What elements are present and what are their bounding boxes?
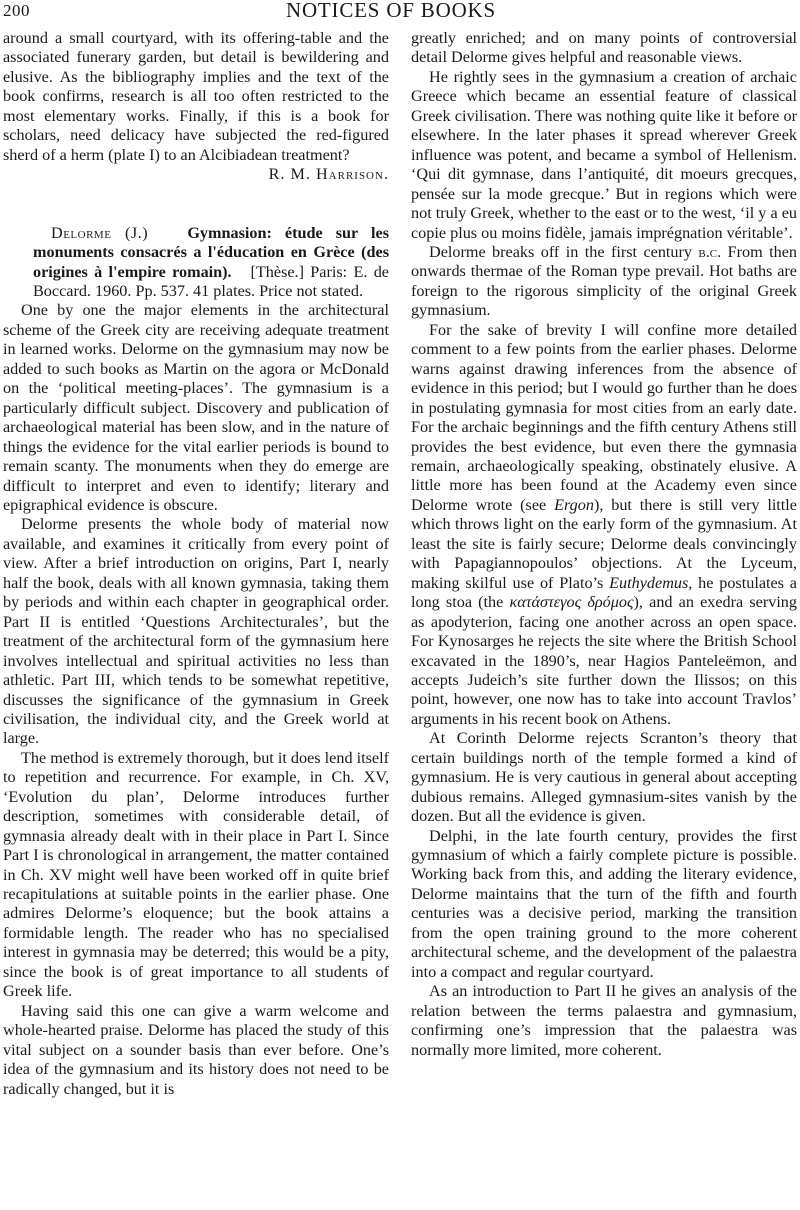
review-paragraph: [411, 321, 797, 730]
left-column: [3, 29, 389, 1099]
previous-reviewer-signature: R. M. Harrison.: [268, 165, 389, 184]
running-title: NOTICES OF BOOKS: [286, 0, 496, 22]
cited-work-euthydemus: Euthydemus: [609, 573, 689, 592]
text-run: , he postulates a long stoa (the: [411, 573, 797, 612]
era-abbreviation: b.c.: [698, 242, 722, 261]
review-paragraph: Delorme presents the whole body of material now available, and examines it critically from every point of view. After a brief introduction on origins, Part I, nearly half the book, deals with all known gymnasia, taking them by periods and within each chapter in geographical order. Part II is entitled ‘Questions Architecturales’, but the treatment of the architectural form of the gymnasium here involves intellectual and spiritual activities no less than athletic. Part III, which tends to be somewhat repetitive, discusses the significance of the gymnasium in Greek civilisation, the individual city, and the Greek world at large.: [3, 515, 389, 748]
running-head: [0, 0, 800, 22]
entry-spacer: [3, 185, 389, 224]
review-paragraph: One by one the major elements in the architectural scheme of the Greek city are receiving adequate treatment in learned works. Delorme on the gymnasium may now be added to such books as Martin on the agora or McDonald on the ‘political meeting-places’. The gymnasium is a particularly difficult subject. Discovery and publication of archaeological material has been slow, and in the nature of things the evidence for the vital earlier periods is bound to remain scanty. The monuments when they do emerge are difficult to interpret and even to identify; literary and epigraphical evidence is obscure.: [3, 301, 389, 514]
greek-phrase: κατάστεγος δρόμος: [509, 593, 634, 612]
review-paragraph: As an introduction to Part II he gives an analysis of the relation between the terms palaestra and gymnasium, confirming one’s impression that the palaestra was normally more limited, more coherent.: [411, 982, 797, 1059]
review-paragraph: Delphi, in the late fourth century, provides the first gymnasium of which a fairly complete picture is possible. Working back from this, and adding the literary evidence, Delorme maintains that the turn of the fifth and fourth centuries was a decisive period, marking the transition from the open training ground to the more coherent architectural scheme, and the development of the palaestra into a compact and regular courtyard.: [411, 826, 797, 981]
cited-work-ergon: Ergon: [554, 495, 594, 514]
review-paragraph: The method is extremely thorough, but it does lend itself to repetition and recurrence. For example, in Ch. XV, ‘Evolution du plan’, Delorme introduces further description, sometimes with considerable detail, of gymnasia already dealt with in their place in Part I. Since Part I is chronological in arrangement, the matter contained in Ch. XV might well have been worked off in quite brief recapitulations at suitable points in the earlier phase. One admires Delorme’s eloquence; but the book attains a formidable length. The reader who has no specialised interest in gymnasia may be deterred; this would be a pity, since the book is of great importance to all students of Greek life.: [3, 748, 389, 1001]
book-author: Delorme (J.): [51, 223, 149, 242]
review-paragraph: He rightly sees in the gymnasium a creation of archaic Greece which became an essential feature of classical Greek civilisation. There was nothing quite like it before or elsewhere. In the later phases it spread wherever Greek influence was potent, and became a symbol of Hellenism. ‘Qui dit gymnase, dans l’antiquité, dit moeurs grecques, pensée sur la mode grecque.’ But in regions which were not truly Greek, whether to the east or to the west, ‘il y a eu copie plus ou moins fidèle, jamais imprégnation véritable’.: [411, 67, 797, 242]
book-entry-heading: [3, 224, 389, 302]
text-run: ), but there is still very little which throws light on the early form of the gymnasium. At least the site is fairly secure; Delorme deals convincingly with Papagiannopoulos’ objections. At the Lyceum, making skilful use of Plato’s: [411, 495, 797, 592]
review-paragraph-continuation: greatly enriched; and on many points of controversial detail Delorme gives helpful and reasonable views.: [411, 29, 797, 67]
text-run: From then onwards thermae of the Roman type prevail. Hot baths are foreign to the rigorous simplicity of the original Greek gymnasium.: [411, 242, 797, 320]
review-paragraph: At Corinth Delorme rejects Scranton’s theory that certain buildings north of the temple formed a kind of gymnasium. He is very cautious in general about accepting dubious remains. Alleged gymnasium-sites vanish by the dozen. But all the evidence is given.: [411, 729, 797, 826]
text-run: For the sake of brevity I will confine more detailed comment to a few points from the earlier phases. Delorme warns against drawing inferences from the absence of evidence in this period; but I would go further than he does in postulating gymnasia for most cities from an early date. For the archaic beginnings and the fifth century Athens still provides the best evidence, but even there the gymnasia remain, archaeologically speaking, obstinately elusive. A little more has been found at the Academy even since Delorme wrote (see: [411, 320, 797, 514]
page-number: 200: [3, 1, 30, 20]
text-run: Delorme breaks off in the first century: [429, 242, 699, 261]
previous-review-tail: around a small courtyard, with its offering-table and the associated funerary garden, but detail is bewildering and elusive. As the bibliography implies and the text of the book confirms, research is all too often restricted to the most elementary works. Finally, if this is a book for scholars, need delicacy have subjected the red-figured sherd of a herm (plate I) to an Alcibiadean treatment?: [3, 29, 389, 164]
review-paragraph: Having said this one can give a warm welcome and whole-hearted praise. Delorme has placed the study of this vital subject on a sounder basis than ever before. One’s idea of the gymnasium and its history does not need to be radically changed, but it is: [3, 1001, 389, 1098]
review-paragraph: [411, 243, 797, 321]
text-run: ), and an exedra serving as apodyterion, facing one another across an open space. For Kynosarges he rejects the site where the British School excavated in the 1890’s, near Hagios Panteleëmon, and accepts Judeich’s site further down the Ilissos; on this point, however, one now has to take into account Travlos’ arguments in his recent book on Athens.: [411, 593, 797, 728]
book-title: Gymnasion: étude sur les monuments consacrés a l'éducation en Grèce (des origines à l'empire romain).: [33, 223, 389, 281]
right-column: [411, 29, 797, 1060]
book-details: [Thèse.] Paris: E. de Boccard. 1960. Pp. 537. 41 plates. Price not stated.: [33, 262, 389, 300]
